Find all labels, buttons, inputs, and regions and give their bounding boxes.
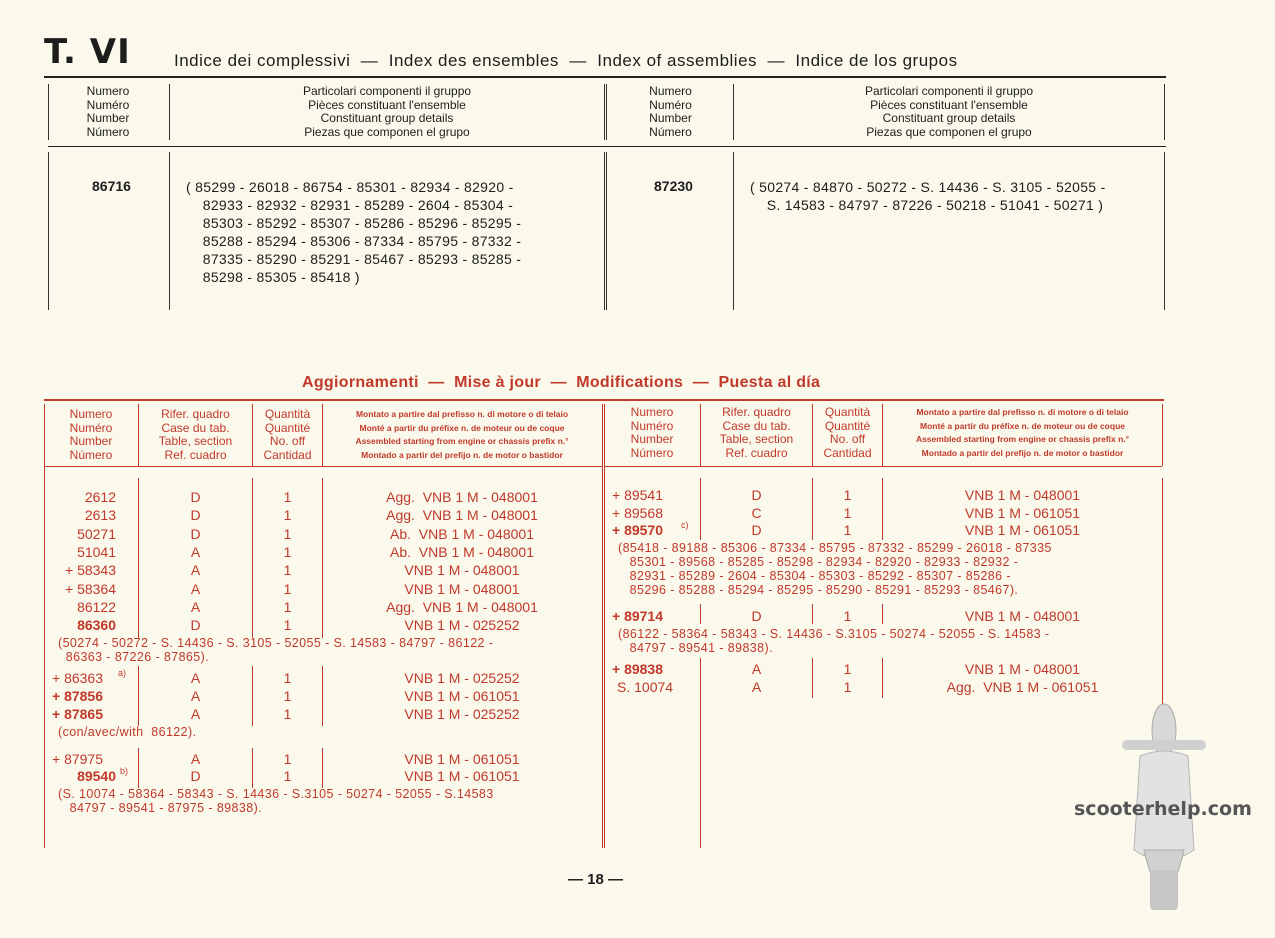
index-header-details-left: Particolari componenti il gruppo Pièces constituant l'ensemble Constituant group details Piezas que componen el grupo [302, 84, 472, 139]
update-note-left-2: (con/avec/with 86122). [58, 725, 197, 739]
upd-header-ref-left: Rifer. quadro Case du tab. Table, section Ref. cuadro [158, 407, 233, 462]
index-parts-right: ( 50274 - 84870 - 50272 - S. 14436 - S. 3105 - 52055 - S. 14583 - 84797 - 87226 - 50218 - 51041 - 50271 ) [750, 179, 1106, 213]
page-number: — 18 — [568, 871, 624, 888]
index-header-number-right: Numero Numéro Number Número [649, 84, 692, 139]
index-header-details-right: Particolari componenti il gruppo Pièces constituant l'ensemble Constituant group details Piezas que componen el grupo [864, 84, 1034, 139]
page-title: Indice dei complessivi — Index des ensembles — Index of assemblies — Indice de los grupos [174, 51, 958, 70]
index-number-right: 87230 [654, 178, 693, 194]
upd-header-number-right: Numero Numéro Number Número [630, 405, 674, 460]
update-note-right-1: (85418 - 89188 - 85306 - 87334 - 85795 - 87332 - 85299 - 26018 - 87335 85301 - 89568 - 85285 - 85298 - 82934 - 82920 - 82933 - 82932 - 82931 - 85289 - 2604 - 85304 - 85303 - 85292 - 85307 - 85286 - 85296 - 85288 - 85294 - 85295 - 85290 - 85291 - 85293 - 85467). [618, 541, 1052, 597]
upd-header-qty-right: Quantità Quantité No. off Cantidad [823, 405, 872, 460]
upd-header-ref-right: Rifer. quadro Case du tab. Table, section Ref. cuadro [719, 405, 794, 460]
title-rule [44, 76, 1166, 78]
update-note-right-2: (86122 - 58364 - 58343 - S. 14436 - S.3105 - 50274 - 52055 - S. 14583 - 84797 - 89541 - 89838). [618, 627, 1050, 655]
index-parts-left: ( 85299 - 26018 - 86754 - 85301 - 82934 - 82920 - 82933 - 82932 - 82931 - 85289 - 2604 - 85304 - 85303 - 85292 - 85307 - 85286 - 85296 - 85295 - 85288 - 85294 - 85306 - 87334 - 85795 - 87332 - 87335 - 85290 - 85291 - 85467 - 85293 - 85285 - 85298 - 85305 - 85418 ) [186, 179, 522, 285]
index-header-number-left: Numero Numéro Number Número [86, 84, 130, 139]
update-note-left-3: (S. 10074 - 58364 - 58343 - S. 14436 - S.3105 - 50274 - 52055 - S.14583 84797 - 89541 - 87975 - 89838). [58, 787, 494, 815]
upd-header-mounted-left: Montato a partire dal prefisso n. di motore o di telaio Monté a partir du préfixe n. de moteur ou de coque Assembled starting from engine or chassis prefix n.° Montado a partir del prefijo n. de motor o bastidor [355, 409, 569, 460]
updates-title: Aggiornamenti — Mise à jour — Modifications — Puesta al día [302, 374, 821, 391]
upd-header-number-left: Numero Numéro Number Número [69, 407, 113, 462]
updates-rule [44, 399, 1164, 401]
index-number-left: 86716 [92, 178, 131, 194]
watermark-text: scooterhelp.com [1074, 798, 1252, 820]
upd-header-qty-left: Quantità Quantité No. off Cantidad [263, 407, 312, 462]
upd-header-mounted-right: Montato a partire dal prefisso n. di motore o di telaio Monté a partir du préfixe n. de moteur ou de coque Assembled starting from engine or chassis prefix n.° Montado a partir del prefijo n. de motor o bastidor [915, 407, 1130, 458]
table-id: T. VI [44, 32, 131, 72]
update-note-left-1: (50274 - 50272 - S. 14436 - S. 3105 - 52055 - S. 14583 - 84797 - 86122 - 86363 - 87226 - 87865). [58, 636, 494, 664]
